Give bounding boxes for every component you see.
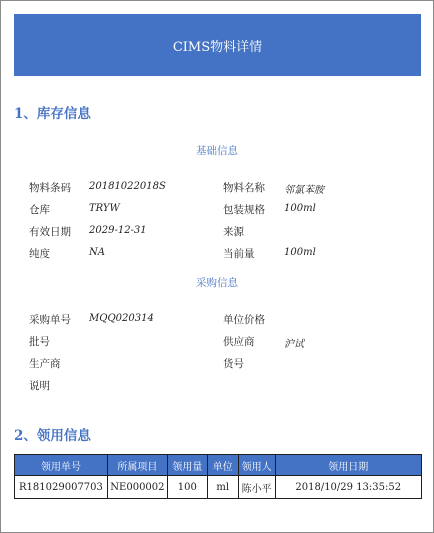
table-row [15,476,422,499]
expiry-value: 2029-12-31 [89,225,147,236]
usage-table [14,454,422,499]
basic-info-title: 基础信息 [196,145,238,157]
cell-user: 陈小平 [238,476,275,499]
material-name-value: 邻氯苯胺 [284,185,324,196]
expiry-label: 有效日期 [29,226,71,238]
col-header-order-no: 领用单号 [15,455,108,476]
package-value: 100ml [284,203,316,214]
usage-section-title: 2、领用信息 [14,428,91,444]
order-no-value: MQQ020314 [89,313,154,324]
manufacturer-label: 生产商 [29,358,61,370]
supplier-label: 供应商 [223,336,255,348]
current-qty-label: 当前量 [223,248,255,260]
batch-label: 批号 [29,336,50,348]
cell-unit: ml [207,476,238,499]
material-name-label: 物料名称 [223,182,265,194]
cell-project: NE000002 [107,476,167,499]
item-no-label: 货号 [223,358,244,370]
purity-label: 纯度 [29,248,50,260]
material-code-value: 20181022018S [89,181,166,192]
cell-quantity: 100 [167,476,207,499]
note-label: 说明 [29,380,50,392]
warehouse-label: 仓库 [29,204,50,216]
page-title: CIMS物料详情 [172,39,263,55]
unit-price-label: 单位价格 [223,314,265,326]
current-qty-value: 100ml [284,247,316,258]
material-code-label: 物料条码 [29,182,71,194]
cell-order-no: R181029007703 [15,476,108,499]
package-label: 包装规格 [223,204,265,216]
cell-date: 2018/10/29 13:35:52 [275,476,422,499]
usage-table-header-row [15,455,422,476]
purchase-info-title: 采购信息 [196,277,238,289]
col-header-date: 领用日期 [275,455,422,476]
source-label: 来源 [223,226,244,238]
order-no-label: 采购单号 [29,314,71,326]
stock-section-title: 1、库存信息 [14,106,91,122]
supplier-value: 沪试 [284,339,304,350]
col-header-user: 领用人 [238,455,275,476]
warehouse-value: TRYW [89,203,120,214]
col-header-project: 所属项目 [107,455,167,476]
page-title-banner [14,14,421,76]
purity-value: NA [89,247,105,258]
col-header-quantity: 领用量 [167,455,207,476]
col-header-unit: 单位 [207,455,238,476]
